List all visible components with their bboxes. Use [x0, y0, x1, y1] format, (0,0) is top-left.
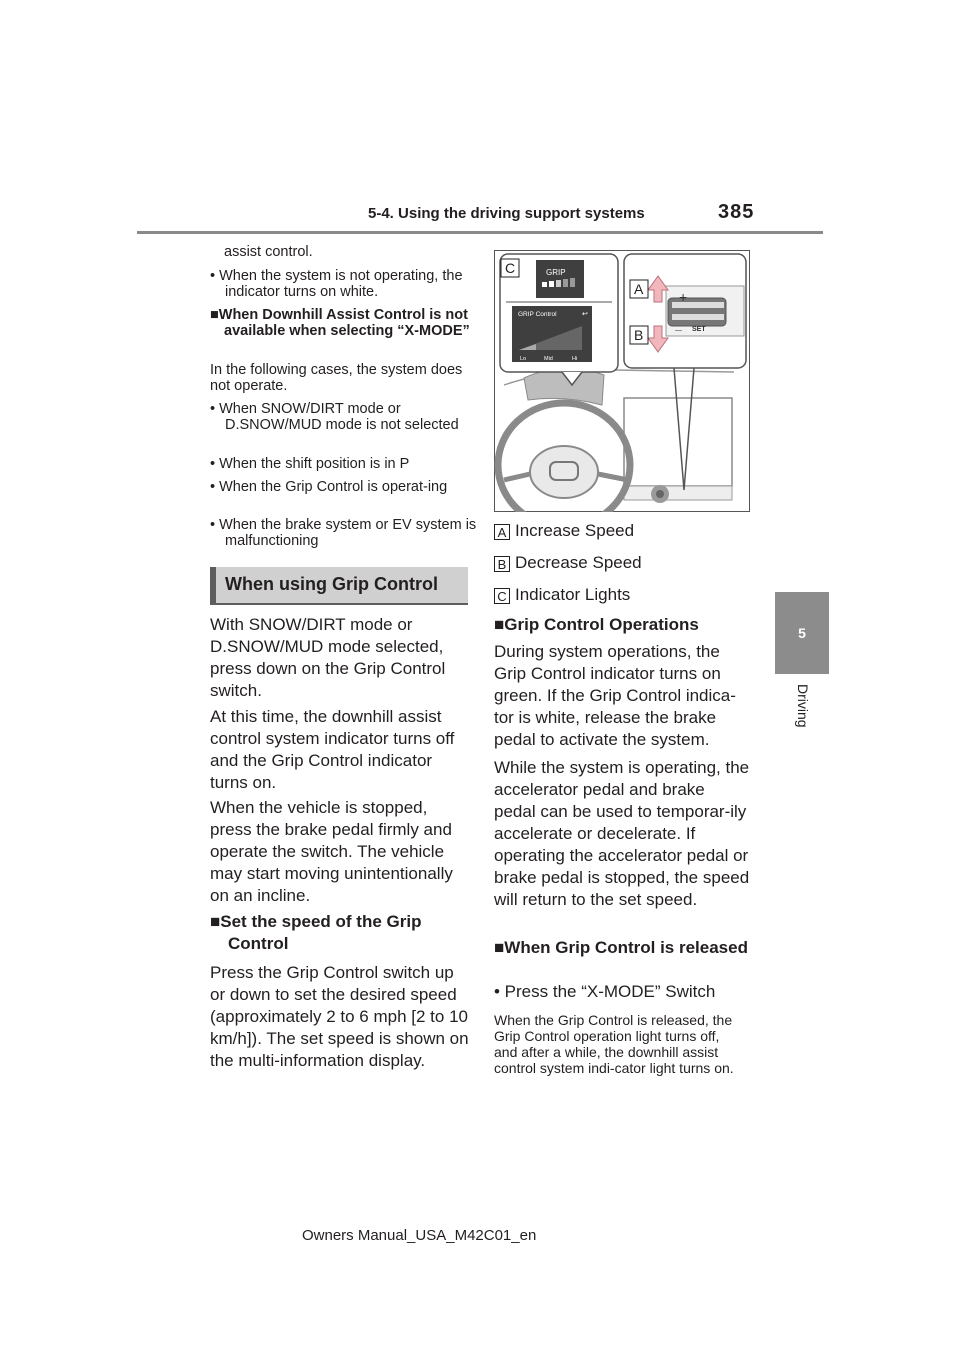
bullet-not-operating: • When the system is not operating, the indicator turns on white.	[210, 268, 463, 300]
figure-label-b: B	[634, 327, 644, 343]
paragraph: At this time, the downhill assist control system indicator turns off and the Grip Control indicator turns on.	[210, 707, 455, 792]
section-heading-box	[210, 567, 468, 605]
caption-a	[494, 521, 634, 541]
block-heading-downhill: ■When Downhill Assist Control is not available when selecting “X-MODE”	[210, 307, 470, 339]
callout-a: A	[494, 524, 510, 540]
bullet-released: • Press the “X-MODE” Switch	[494, 982, 716, 1001]
header-divider	[137, 231, 823, 234]
footer-text: Owners Manual_USA_M42C01_en	[302, 1227, 537, 1244]
caption-text: Indicator Lights	[515, 585, 631, 604]
sub-heading-released: ■When Grip Control is released	[494, 938, 748, 957]
figure-label-a: A	[634, 281, 644, 297]
caption-text: Decrease Speed	[515, 553, 642, 572]
callout-c: C	[494, 588, 510, 604]
grip-control-figure	[494, 250, 750, 512]
figure-label-c: C	[505, 260, 516, 276]
caption-b	[494, 553, 642, 573]
paragraph: When the vehicle is stopped, press the brake pedal firmly and operate the switch. The vehicle may start moving unintentionally on an incline.	[210, 798, 453, 905]
sub-heading-operations: ■Grip Control Operations	[494, 615, 699, 634]
display-level-lo: Lo	[520, 356, 527, 362]
bullet-item: • When the Grip Control is operat-ing	[210, 479, 448, 495]
switch-set: SET	[692, 326, 706, 333]
switch-minus: —	[675, 327, 682, 334]
chapter-tab	[775, 592, 829, 674]
paragraph: During system operations, the Grip Control indicator turns on green. If the Grip Control indica-tor is white, release the brake pedal to activate the system.	[494, 642, 736, 749]
callout-b: B	[494, 556, 510, 572]
caption-c	[494, 585, 630, 605]
display-title: GRIP Control	[518, 311, 557, 318]
chapter-number: 5	[798, 625, 806, 641]
svg-text:↩: ↩	[582, 311, 588, 318]
caption-text: Increase Speed	[515, 521, 635, 540]
small-note: When the Grip Control is released, the Grip Control operation light turns off, and after a while, the downhill assist control system indi-cator light turns on.	[494, 1012, 734, 1076]
bullet-item: • When the shift position is in P	[210, 456, 410, 472]
continued-text: assist control.	[224, 244, 313, 260]
grip-screen-title: GRIP	[546, 268, 566, 277]
switch-plus: +	[679, 289, 688, 305]
section-title: 5-4. Using the driving support systems	[368, 205, 645, 222]
bullet-item: • When the brake system or EV system is malfunctioning	[210, 517, 477, 549]
sub-heading-set-speed: ■Set the speed of the Grip Control	[210, 912, 422, 953]
page-number: 385	[718, 201, 755, 223]
display-level-mid: Mid	[544, 356, 553, 362]
display-level-hi: Hi	[572, 356, 578, 362]
section-heading: When using Grip Control	[225, 574, 438, 594]
paragraph: Press the Grip Control switch up or down to set the desired speed (approximately 2 to 6 mph [2 to 10 km/h]). The set speed is shown on the multi-information display.	[210, 963, 469, 1070]
paragraph: While the system is operating, the accelerator pedal and brake pedal can be used to temporar-ily accelerate or decelerate. If operating the accelerator pedal or brake pedal is stopped, the speed will return to the set speed.	[494, 758, 750, 909]
chapter-label: Driving	[795, 684, 811, 728]
intro-text: In the following cases, the system does not operate.	[210, 362, 463, 394]
paragraph: With SNOW/DIRT mode or D.SNOW/MUD mode selected, press down on the Grip Control switch.	[210, 615, 446, 700]
bullet-item: • When SNOW/DIRT mode or D.SNOW/MUD mode is not selected	[210, 401, 459, 433]
